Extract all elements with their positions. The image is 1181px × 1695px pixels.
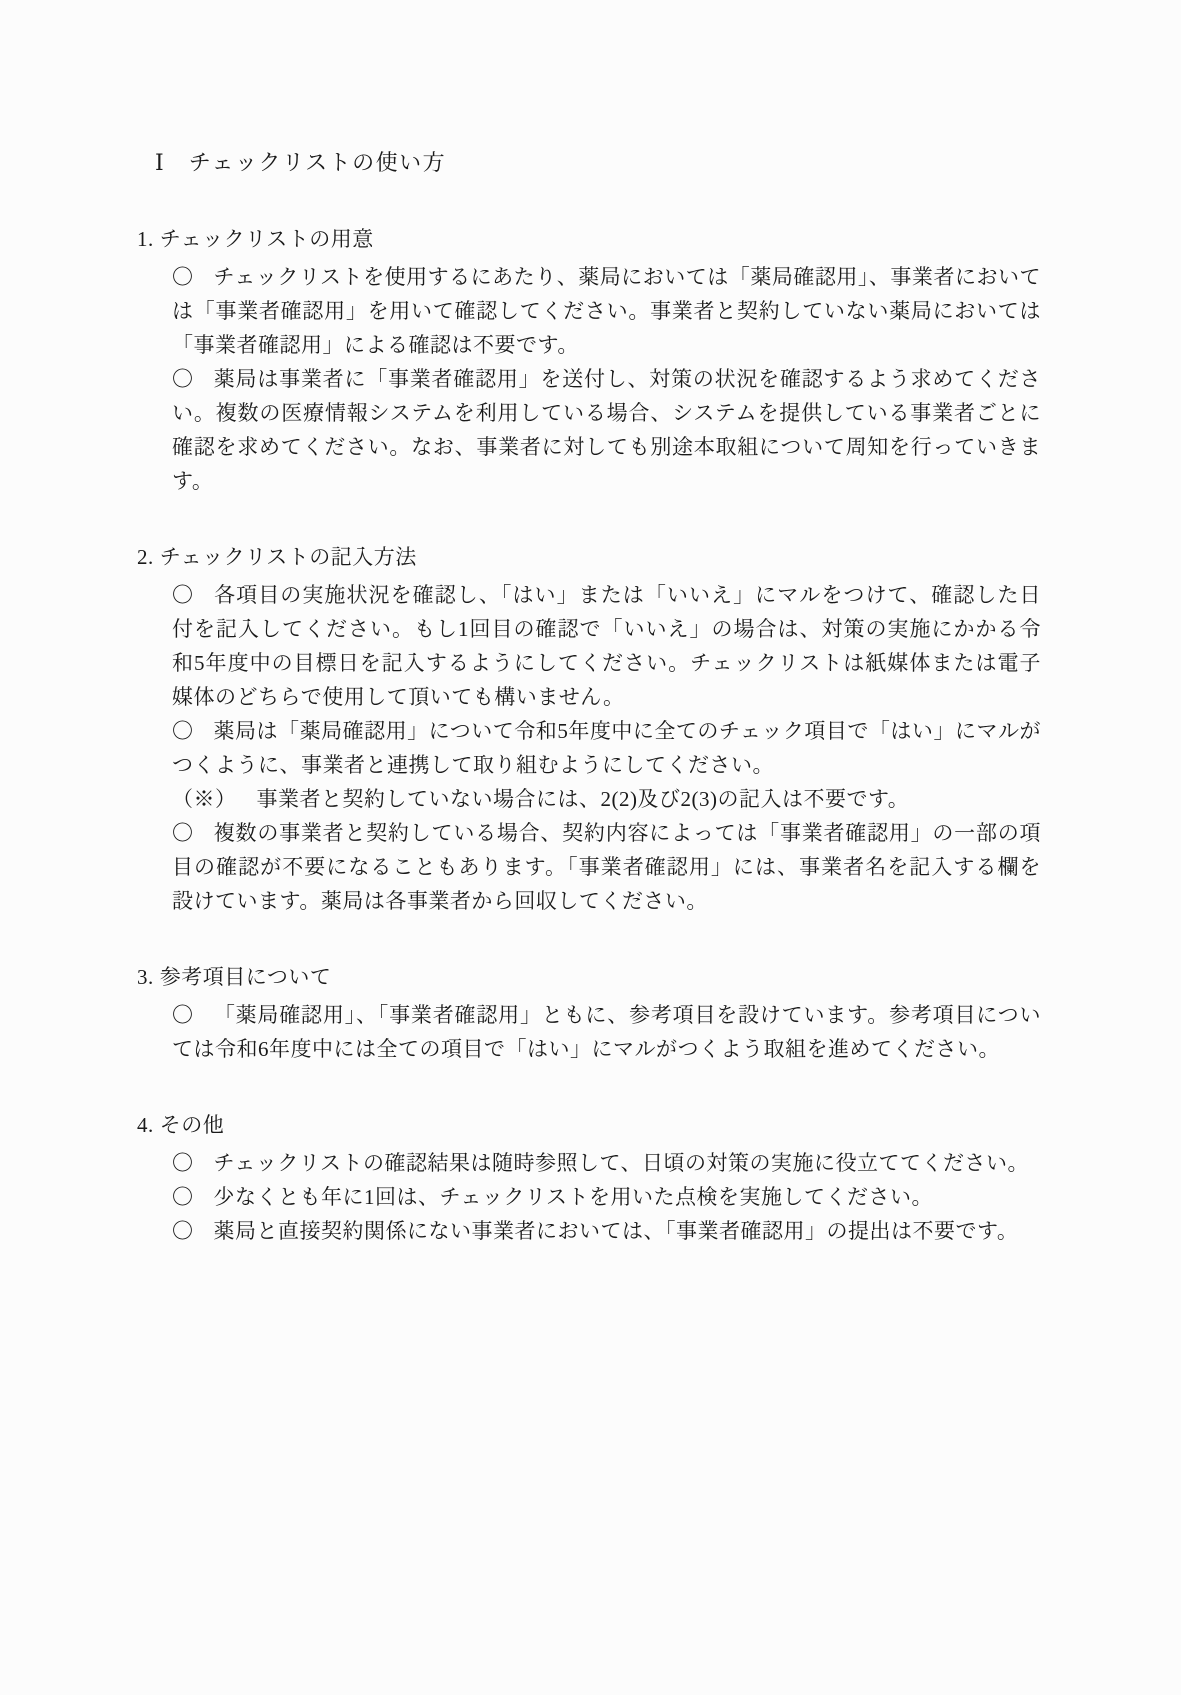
list-item — [172, 260, 1041, 362]
item-text: チェックリストの確認結果は随時参照して、日頃の対策の実施に役立ててください。 — [213, 1151, 1030, 1175]
list-item — [172, 362, 1041, 498]
section-number: 3. — [137, 965, 154, 989]
item-text: 少なくとも年に1回は、チェックリストを用いた点検を実施してください。 — [213, 1185, 933, 1209]
list-item-note — [172, 782, 1041, 816]
item-marker: 〇 — [172, 583, 195, 607]
item-text: 薬局は「薬局確認用」について令和5年度中に全てのチェック項目で「はい」にマルがつくように、事業者と連携して取り組むようにしてください。 — [172, 719, 1041, 777]
item-marker: 〇 — [172, 265, 194, 289]
list-item — [172, 1214, 1041, 1248]
section-title: チェックリストの記入方法 — [159, 545, 417, 569]
section-title: チェックリストの用意 — [159, 227, 374, 251]
item-marker: 〇 — [172, 821, 194, 845]
item-text: 薬局と直接契約関係にない事業者においては、「事業者確認用」の提出は不要です。 — [213, 1219, 1019, 1243]
item-marker: 〇 — [172, 367, 194, 391]
section-reference-items — [137, 960, 1041, 1066]
section-title: 参考項目について — [159, 965, 332, 989]
item-text: チェックリストを使用するにあたり、薬局においては「薬局確認用」、事業者においては「事業者確認用」を用いて確認してください。事業者と契約していない薬局においては「事業者確認用」による確認は不要です。 — [172, 265, 1041, 357]
item-text: 事業者と契約していない場合には、2(2)及び2(3)の記入は不要です。 — [256, 787, 910, 811]
section-heading — [137, 540, 1041, 574]
section-number: 4. — [137, 1113, 154, 1137]
section-title: その他 — [159, 1113, 225, 1137]
item-marker: 〇 — [172, 1003, 194, 1027]
list-item — [172, 714, 1041, 782]
item-text: 各項目の実施状況を確認し、「はい」または「いいえ」にマルをつけて、確認した日付を記入してください。もし1回目の確認で「いいえ」の場合は、対策の実施にかかる令和5年度中の目標日を記入するようにしてください。チェックリストは紙媒体または電子媒体のどちらで使用して頂いても構いません。 — [172, 583, 1042, 709]
list-item — [172, 816, 1041, 918]
item-marker: 〇 — [172, 1151, 194, 1175]
item-marker: 〇 — [172, 1219, 194, 1243]
section-heading — [137, 1108, 1041, 1142]
list-item — [172, 578, 1041, 714]
item-text: 複数の事業者と契約している場合、契約内容によっては「事業者確認用」の一部の項目の確認が不要になることもあります。「事業者確認用」には、事業者名を記入する欄を設けています。薬局は各事業者から回収してください。 — [172, 821, 1042, 913]
item-marker: 〇 — [172, 1185, 194, 1209]
section-others — [137, 1108, 1041, 1248]
section-how-to-fill — [137, 540, 1041, 918]
list-item — [172, 998, 1041, 1066]
section-number: 2. — [137, 545, 154, 569]
list-item — [172, 1180, 1041, 1214]
item-marker: 〇 — [172, 719, 194, 743]
item-text: 薬局は事業者に「事業者確認用」を送付し、対策の状況を確認するよう求めてください。複数の医療情報システムを利用している場合、システムを提供している事業者ごとに確認を求めてください。なお、事業者に対しても別途本取組について周知を行っていきます。 — [172, 367, 1042, 493]
list-item — [172, 1146, 1041, 1180]
section-heading — [137, 222, 1041, 256]
document-content — [137, 146, 1041, 1248]
section-number: 1. — [137, 227, 154, 251]
section-heading — [137, 960, 1041, 994]
page-title: Ⅰ チェックリストの使い方 — [155, 150, 447, 175]
section-checklist-preparation — [137, 222, 1041, 498]
item-text: 「薬局確認用」、「事業者確認用」ともに、参考項目を設けています。参考項目については令和6年度中には全ての項目で「はい」にマルがつくよう取組を進めてください。 — [172, 1003, 1041, 1061]
item-marker: （※） — [172, 787, 237, 811]
